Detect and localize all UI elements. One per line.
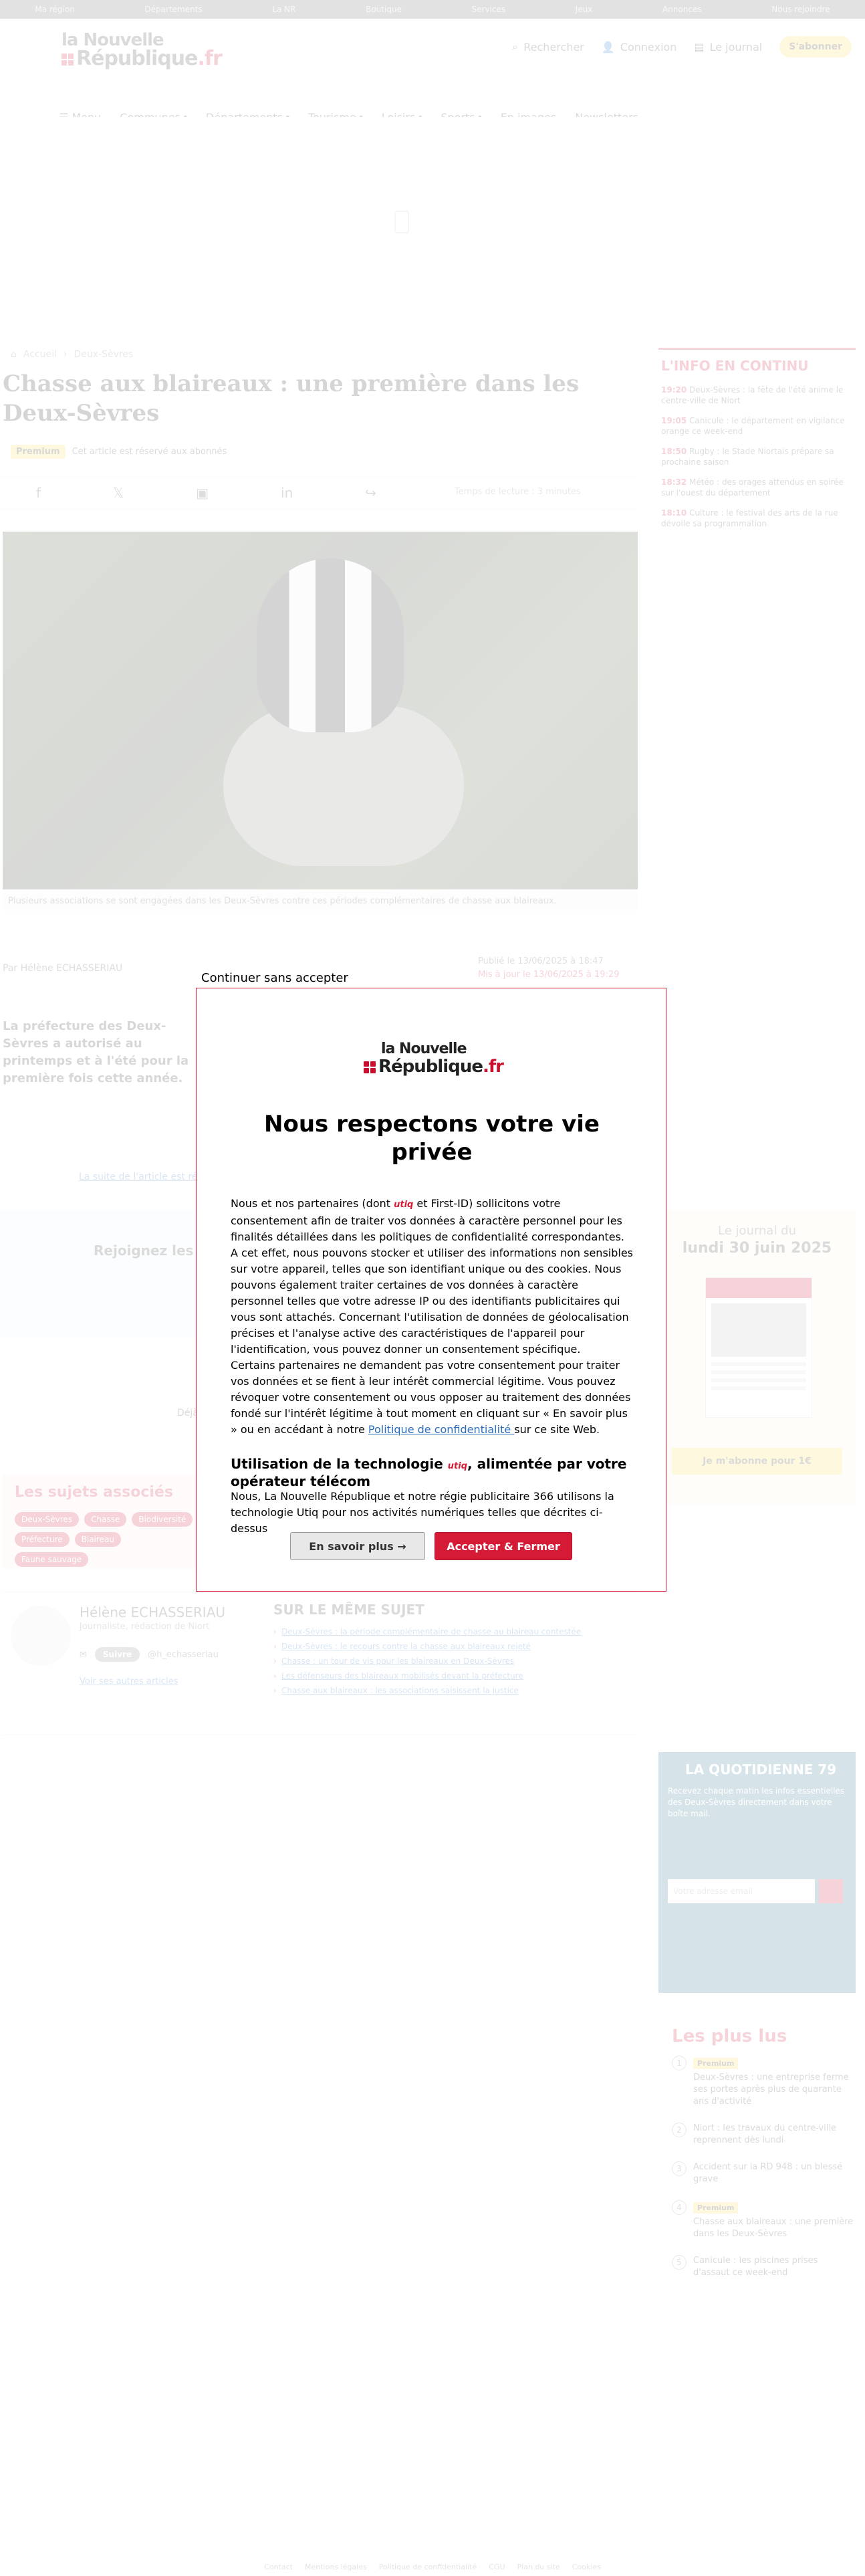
learn-more-button[interactable]: En savoir plus → <box>290 1532 425 1560</box>
logo-dots-icon <box>364 1061 376 1073</box>
privacy-policy-link[interactable]: Politique de confidentialité <box>368 1423 515 1436</box>
consent-body <box>231 1196 634 1535</box>
utiq-logo: utiq <box>447 1461 468 1471</box>
continue-without-accepting[interactable]: Continuer sans accepter <box>201 971 348 985</box>
consent-paragraph-1: Nous et nos partenaires (dont utiq et First-ID) sollicitons votre consentement afin de traiter vos données à caractère personnel pour les finalités détaillées dans les politiques de confidentialité correspondantes. <box>231 1197 624 1243</box>
consent-logo: la Nouvelle République.fr <box>364 1041 503 1075</box>
consent-subheading: Utilisation de la technologie utiq, alimentée par votre opérateur télécom <box>231 1456 627 1489</box>
consent-paragraph-3: Certains partenaires ne demandent pas votre consentement pour traiter vos données et se fient à leur intérêt commercial légitime. Vous pouvez révoquer votre consentement ou vous opposer au traitement des données fondé sur l'intérêt légitime à tout moment en cliquant sur « En savoir plus » ou en accédant à notre Politique de confidentialité sur ce site Web. <box>231 1359 631 1436</box>
accept-close-button[interactable]: Accepter & Fermer <box>435 1532 572 1560</box>
consent-dialog <box>196 988 666 1592</box>
consent-paragraph-4: Nous, La Nouvelle République et notre régie publicitaire 366 utilisons la technologie Utiq pour nos activités numériques telles que décrites ci-dessus <box>231 1490 614 1535</box>
consent-paragraph-2: A cet effet, nous pouvons stocker et utiliser des informations non sensibles sur votre appareil, telles que son identifiant unique ou des cookies. Nous pouvons également traiter certaines de vos données à caractère personnel telles que votre adresse IP ou des identifiants publicitaires qui vous sont attachés. Concernant l'utilisation de données de géolocalisation précises et l'analyse active des caractéristiques de l'appareil pour l'identification, vous pouvez donner un consentement spécifique. <box>231 1247 634 1356</box>
utiq-logo: utiq <box>394 1200 414 1210</box>
consent-actions <box>290 1532 572 1560</box>
consent-title: Nous respectons votre vie privée <box>264 1111 600 1166</box>
